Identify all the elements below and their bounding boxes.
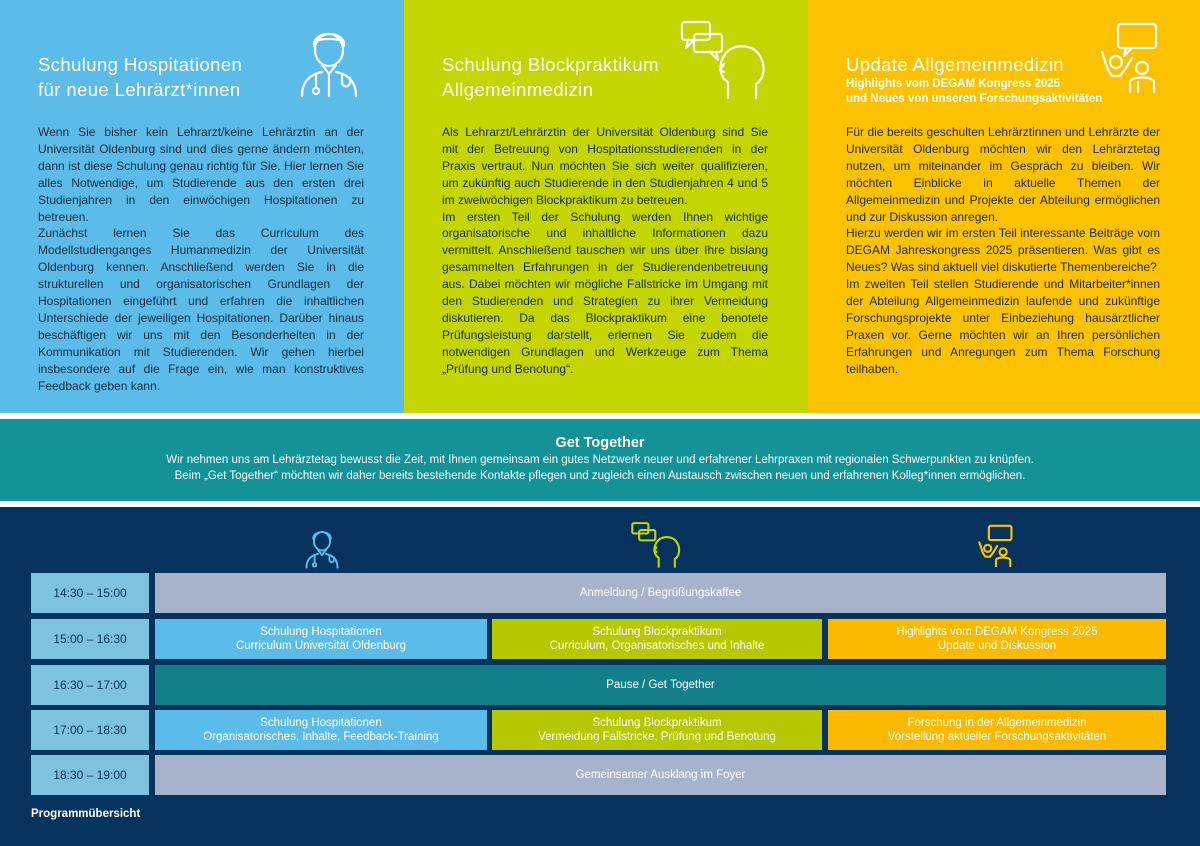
cell-line: Schulung Hospitationen [260,716,382,729]
schedule-cell [155,710,487,750]
cell-line: Anmeldung / Begrüßungskaffee [579,586,742,599]
time-slot [31,573,149,613]
cell-line: Schulung Blockpraktikum [592,716,722,729]
cell-line: Curriculum Universität Oldenburg [235,640,406,652]
body-paragraph: Hierzu werden wir im ersten Teil interessante Beiträge vom DEGAM Jahreskongress 2025 präsentieren. Was gibt es Neues? Was sind aktuell viel diskutierte Themenbereiche? [846,226,1160,275]
cell-line: Pause / Get Together [606,678,715,691]
title-line: Update Allgemeinmedizin [846,54,1064,75]
cell-line: Update und Diskussion [937,640,1057,652]
programm-label: Programmübersicht [31,808,141,820]
time-slot [31,619,149,659]
cell-line: Vorstellung aktueller Forschungsaktivitäten [887,731,1107,743]
schedule-cell [828,619,1166,659]
get-together-line: Wir nehmen uns am Lehrärztetag bewusst die Zeit, mit Ihnen gemeinsam ein gutes Netzwerk neuer und erfahrener Lehrpraxen mit regionalen Schwerpunkten zu knüpfen. [166,454,1034,466]
schedule-cell [155,573,1166,613]
cell-line: Highlights vom DEGAM Kongress 2025 [896,625,1098,638]
cell-line: Schulung Blockpraktikum [592,625,722,638]
title-line: für neue Lehrärzt*innen [38,79,241,100]
time-label: 17:00 – 18:30 [53,722,127,737]
title-line: Schulung Hospitationen [38,54,243,75]
schedule-cell [155,755,1166,795]
title-line: Schulung Blockpraktikum [442,54,659,75]
schedule-cell [492,619,822,659]
get-together-band [0,419,1200,501]
time-slot [31,755,149,795]
time-slot [31,710,149,750]
speech-bubbles-head-icon [680,20,770,100]
column-body [38,124,364,395]
body-paragraph: Wenn Sie bisher kein Lehrarzt/keine Lehrärztin an der Universität Oldenburg sind und dies gerne ändern möchten, dann ist diese Schulung genau richtig für Sie. Hier lernen Sie alles Notwendige, um Studierende aus den ersten drei Studienjahren in den einwöchigen Hospitationen zu betreuen. [38,125,364,224]
cell-line: Gemeinsamer Ausklang im Foyer [575,768,746,781]
time-label: 18:30 – 19:00 [53,767,127,782]
time-slot [31,665,149,705]
schedule-cell [155,665,1166,705]
presenter-icon [1098,22,1162,94]
cell-line: Vermeidung Fallstricke, Prüfung und Benotung [538,731,776,743]
cell-line: Organisatorisches, Inhalte, Feedback-Training [203,731,439,743]
schedule-cell [828,710,1166,750]
time-label: 14:30 – 15:00 [53,585,127,600]
get-together-title: Get Together [555,435,645,451]
column-body [442,124,768,378]
cell-line: Schulung Hospitationen [260,625,382,638]
time-label: 15:00 – 16:30 [53,631,127,646]
doctor-icon [294,20,364,100]
presenter-icon [977,524,1015,568]
body-paragraph: Für die bereits geschulten Lehrärztinnen und Lehrärzte der Universität Oldenburg möchten wir den Lehrärztetag nutzen, um miteinander im Gespräch zu bleiben. Wir möchten Einblicke in aktuelle Themen der Allgemeinmedizin und Projekte der Abteilung ermöglichen und zur Diskussion anregen. [846,125,1160,224]
body-paragraph: Als Lehrarzt/Lehrärztin der Universität Oldenburg sind Sie mit der Betreuung von Hospitationsstudierenden in der Praxis vertraut. Nun möchten Sie sich weiter qualifizieren, um zukünftig auch Studierende in den Studienjahren 4 und 5 im zweiwöchigen Blockpraktikum zu betreuen. [442,125,768,207]
title-line: Allgemeinmedizin [442,79,594,100]
doctor-icon [301,524,343,570]
body-paragraph: Im ersten Teil der Schulung werden Ihnen wichtige organisatorische und inhaltliche Informationen dazu vermittelt. Anschließend tauschen wir uns über Ihre bislang gesammelten Erfahrungen in der Studierendenbetreuung aus. Dabei möchten wir mögliche Fallstricke im Umgang mit den Studierenden und Strategien zu ihrer Vermeidung diskutieren. Da das Blockpraktikum eine benotete Prüfungsleistung darstellt, erlernen Sie zudem die notwendigen Grundlagen und Werkzeuge zum Thema „Prüfung und Benotung“. [442,209,768,376]
subtitle-line: Highlights vom DEGAM Kongress 2025 [846,78,1061,90]
body-paragraph: Zunächst lernen Sie das Curriculum des Modellstudienganges Humanmedizin der Universität Oldenburg kennen. Anschließend werden Sie in die strukturellen und organisatorischen Grundlagen der Hospitationen eingeführt und erfahren die inhaltlichen Unterschiede der jeweiligen Hospitationen. Darüber hinaus beschäftigen wir uns mit den Besonderheiten in der Kommunikation mit Studierenden. Wir gehen hierbei insbesondere auf die Frage ein, wie man konstruktives Feedback geben kann. [38,226,364,393]
schedule-cell [155,619,487,659]
get-together-line: Beim „Get Together“ möchten wir daher bereits bestehende Kontakte pflegen und zugleich einen Austausch zwischen neuen und erfahrenen Kolleg*innen ermöglichen. [174,470,1026,482]
speech-bubbles-head-icon [630,522,684,568]
cell-line: Forschung in der Allgemeinmedizin [907,716,1087,729]
subtitle-line: und Neues von unseren Forschungsaktivitäten [846,93,1103,105]
time-label: 16:30 – 17:00 [53,677,127,692]
cell-line: Curriculum, Organisatorisches und Inhalte [549,640,765,652]
schedule-cell [492,710,822,750]
column-body [846,124,1160,378]
body-paragraph: Im zweiten Teil stellen Studierende und Mitarbeiter*innen der Abteilung Allgemeinmedizin laufende und zukünftige Forschungsprojekte unter Einbeziehung hausärztlicher Praxen vor. Gerne möchten wir an Ihren persönlichen Erfahrungen und Anregungen zum Thema Forschung teilhaben. [846,277,1160,376]
